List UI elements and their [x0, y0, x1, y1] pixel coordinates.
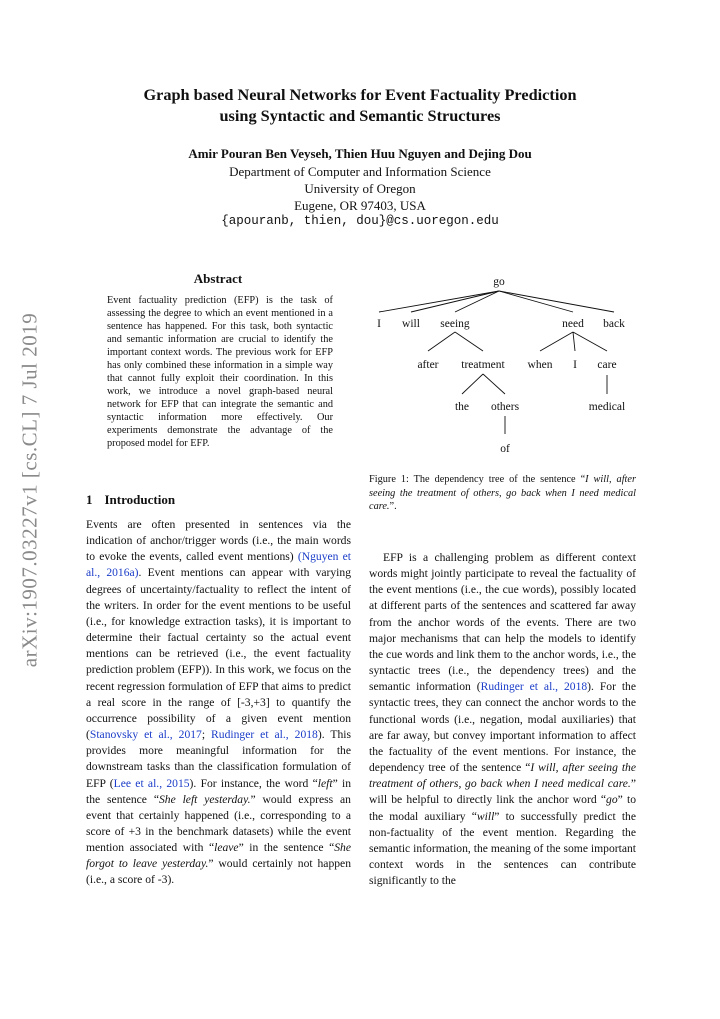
citation-link[interactable]: (Nguyen et al., 2016a) [86, 550, 351, 580]
tree-node: others [490, 401, 520, 413]
arxiv-stamp [10, 300, 50, 680]
tree-node: I [573, 359, 577, 371]
tree-node: go [493, 276, 505, 288]
tree-node: when [527, 359, 553, 371]
authors: Amir Pouran Ben Veyseh, Thien Huu Nguyen and Dejing Dou [188, 146, 532, 161]
dependency-tree-figure [369, 270, 636, 460]
section-heading [86, 492, 356, 508]
tree-node: need [562, 318, 584, 330]
tree-node: I [377, 318, 381, 330]
title-line-1: Graph based Neural Networks for Event Factuality Prediction [143, 85, 577, 104]
abstract-text: Event factuality prediction (EFP) is the task of assessing the degree to which an event mentioned in a sentence has happened. For this task, both syntactic and semantic information are crucial to identify the important context words. The previous work for EFP has only combined these information in a simple way that cannot fully exploit their coordination. In this work, we introduce a novel graph-based neural network for EFP that can integrate the semantic and syntactic information more effectively. Our experiments demonstrate the advantage of the proposed model for EFP. [107, 295, 333, 449]
intro-left-column: Events are often presented in sentences via the indication of anchor/trigger words (i.e., the main words to evoke the events, called event mentions) (Nguyen et al., 2016a). Event mentions can appear with varying degrees of uncertainty/factuality to reflect the intent of the writers. In order for the event mentions to be useful (i.e., for knowledge extraction tasks), it is important to determine their factual certainty so the actual event mentions can be retrieved (i.e., the event factuality prediction problem (EFP)). In this work, we focus on the recent regression formulation of EFP that aims to predict a real score in the range of [-3,+3] to quantify the occurrence possibility of a given event mention (Stanovsky et al., 2017; Rudinger et al., 2018). This provides more meaningful information for the downstream tasks than the classification formulation of EFP (Lee et al., 2015). For instance, the word “left” in the sentence “She left yesterday.” would express an event that certainly happened (i.e., corresponding to a score of +3 in the benchmark datasets) while the event mention associated with “leave” in the sentence “She forgot to leave yesterday.” would certainly not happen (i.e., a score of -3). [86, 518, 351, 887]
section-title: Introduction [104, 492, 176, 507]
author-emails: {apouranb, thien, dou}@cs.uoregon.edu [221, 214, 499, 228]
affiliation-address: Eugene, OR 97403, USA [294, 198, 426, 213]
citation-link[interactable]: Rudinger et al., 2018 [480, 680, 588, 694]
title-line-2: using Syntactic and Semantic Structures [219, 106, 501, 125]
tree-node: treatment [461, 359, 505, 371]
arxiv-stamp-text: arXiv:1907.03227v1 [cs.CL] 7 Jul 2019 [17, 312, 42, 668]
tree-node: medical [588, 401, 626, 413]
tree-node: after [417, 359, 439, 371]
abstract-heading: Abstract [193, 271, 243, 286]
tree-node: care [597, 359, 617, 371]
citation-link[interactable]: Lee et al., 2015 [113, 776, 190, 790]
section-number: 1 [86, 492, 93, 507]
paper-title [60, 84, 660, 126]
tree-node: of [500, 443, 510, 455]
tree-node: back [603, 318, 625, 330]
figure-caption: Figure 1: The dependency tree of the sentence “I will, after seeing the treatment of others, go back when I need medical care.”. [369, 474, 636, 512]
affiliation-university: University of Oregon [304, 181, 416, 196]
tree-node: seeing [440, 318, 470, 330]
citation-link[interactable]: Stanovsky et al., 2017 [89, 728, 202, 742]
intro-right-column: EFP is a challenging problem as different context words might jointly participate to reveal the factuality of the event mentions (i.e., the cue words), possibly located at different parts of the sentences and scattered far away from the anchor words of the events. There are two major mechanisms that can help the models to identify the cue words and link them to the anchor words, i.e., the syntactic trees (i.e., the dependency trees) and the semantic information (Rudinger et al., 2018). For the syntactic trees, they can connect the anchor words to the functional words (i.e., negation, modal auxiliaries) that are far away, but convey important information to affect the factuality of the event mentions. For instance, the dependency tree of the sentence “I will, after seeing the treatment of others, go back when I need medical care.” will be helpful to directly link the anchor word “go” to the modal auxiliary “will” to successfully predict the non-factuality of the event mention. Regarding the semantic information, the meaning of the some important context words in the sentences can contribute significantly to the [369, 551, 637, 888]
affiliation-department: Department of Computer and Information Science [229, 164, 491, 179]
tree-node: the [454, 401, 470, 413]
citation-link[interactable]: Rudinger et al., 2018 [211, 728, 318, 742]
tree-node: will [402, 318, 420, 330]
